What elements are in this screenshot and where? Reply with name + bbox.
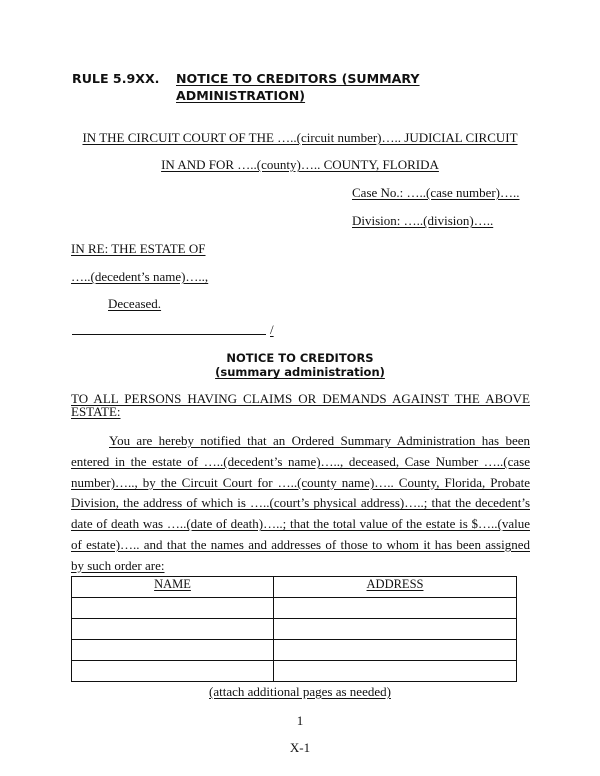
- division: Division: …..(division)…..: [352, 213, 494, 228]
- caption-slash: /: [270, 322, 274, 337]
- in-re-estate: IN RE: THE ESTATE OF: [71, 241, 206, 256]
- rule-heading: [72, 70, 420, 104]
- attach-note-wrap: [0, 684, 600, 700]
- notice-subtitle: [0, 365, 600, 379]
- address-header-text: ADDRESS: [366, 577, 424, 591]
- court-line-1: IN THE CIRCUIT COURT OF THE …..(circuit number)….. JUDICIAL CIRCUIT: [82, 130, 518, 145]
- assignee-table: [71, 576, 517, 682]
- address-cell[interactable]: [274, 661, 517, 682]
- name-column-header: [72, 577, 274, 598]
- notice-title: [0, 351, 600, 365]
- rule-title-line2: ADMINISTRATION): [176, 88, 306, 103]
- attach-note: (attach additional pages as needed): [209, 684, 391, 699]
- name-cell[interactable]: [72, 661, 274, 682]
- decedent-name: …..(decedent’s name)…..,: [71, 269, 209, 284]
- table-row: [72, 640, 517, 661]
- notice-body: [71, 431, 530, 577]
- table-row: [72, 619, 517, 640]
- name-header-text: NAME: [154, 577, 191, 591]
- table-row: [72, 598, 517, 619]
- to-all-persons: [71, 392, 530, 418]
- deceased-text: Deceased.: [108, 296, 162, 311]
- page-number: 1: [296, 713, 304, 728]
- page-label: X-1: [289, 740, 311, 755]
- court-line-1-wrap: [0, 130, 600, 146]
- court-line-2-wrap: [0, 157, 600, 173]
- court-line-2: IN AND FOR …..(county)….. COUNTY, FLORIDA: [161, 157, 439, 172]
- name-cell[interactable]: [72, 640, 274, 661]
- name-cell[interactable]: [72, 619, 274, 640]
- deceased-label: [71, 296, 161, 312]
- rule-number: RULE 5.9XX.: [72, 71, 160, 86]
- notice-body-text: You are hereby notified that an Ordered Summary Administration has been entered in the estate of …..(decedent’s name)….., deceased, Case Number …..(case number)….., by the Circuit Court for …..(county name)….. County, Florida, Probate Division, the address of which is …..(court’s physical address)…..; that the decedent’s date of death was …..(date of death)…..; that the total value of the estate is $…..(value of estate)….. and that the names and addresses of those to whom it has been assigned by such order are:: [71, 433, 530, 573]
- case-number: Case No.: …..(case number)…..: [352, 185, 520, 200]
- address-cell[interactable]: [274, 640, 517, 661]
- address-cell[interactable]: [274, 619, 517, 640]
- name-cell[interactable]: [72, 598, 274, 619]
- to-all-text: TO ALL PERSONS HAVING CLAIMS OR DEMANDS AGAINST THE ABOVE ESTATE:: [71, 391, 530, 419]
- rule-title-line1: NOTICE TO CREDITORS (SUMMARY: [176, 71, 420, 86]
- address-column-header: [274, 577, 517, 598]
- address-cell[interactable]: [274, 598, 517, 619]
- table-row: [72, 661, 517, 682]
- signature-line: [72, 334, 266, 335]
- table-header-row: [72, 577, 517, 598]
- notice-title-text: NOTICE TO CREDITORS: [226, 351, 374, 365]
- notice-subtitle-text: (summary administration): [215, 365, 385, 379]
